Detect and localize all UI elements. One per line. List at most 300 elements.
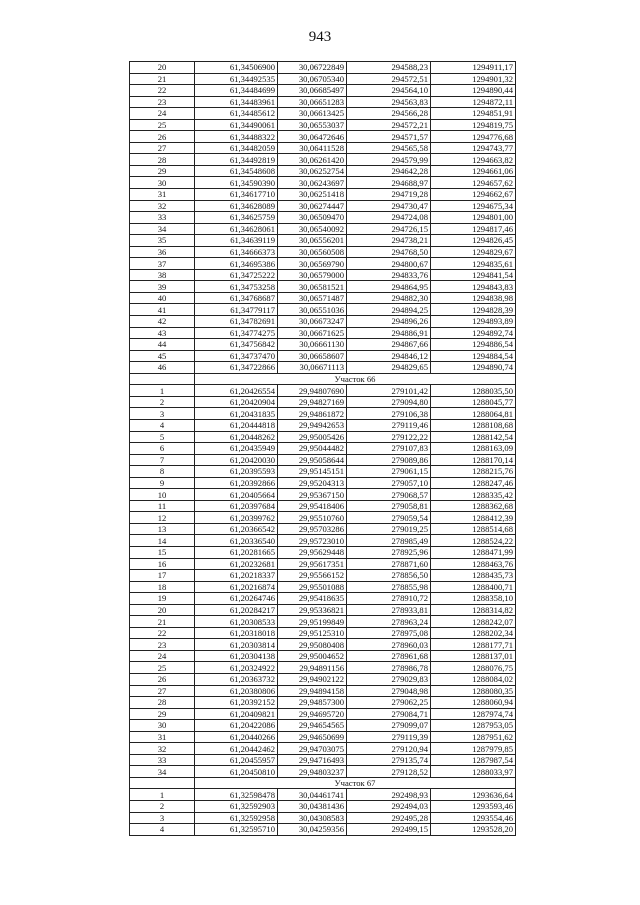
longitude-cell: 29,95418635 [278,593,347,605]
coord-x-cell: 278986,78 [347,662,431,674]
coord-y-cell: 1287987,54 [431,754,516,766]
table-row [130,189,516,201]
table-row [130,489,516,501]
latitude-cell: 61,34490061 [195,119,278,131]
table-row [130,731,516,743]
coord-y-cell: 1288335,42 [431,489,516,501]
coordinates-table-body [130,62,516,836]
longitude-cell: 29,95005426 [278,431,347,443]
point-number-cell: 3 [130,812,195,824]
longitude-cell: 29,94807690 [278,385,347,397]
coord-y-cell: 1288080,35 [431,685,516,697]
coord-x-cell: 278961,68 [347,650,431,662]
coord-x-cell: 279048,98 [347,685,431,697]
latitude-cell: 61,20216874 [195,581,278,593]
coord-y-cell: 1288084,02 [431,673,516,685]
latitude-cell: 61,34639119 [195,235,278,247]
longitude-cell: 30,06571487 [278,292,347,304]
coord-x-cell: 279068,57 [347,489,431,501]
point-number-cell: 7 [130,454,195,466]
table-row [130,662,516,674]
coord-y-cell: 1294776,68 [431,131,516,143]
table-row [130,281,516,293]
table-row [130,177,516,189]
latitude-cell: 61,34548608 [195,165,278,177]
latitude-cell: 61,20324922 [195,662,278,674]
coord-x-cell: 279029,83 [347,673,431,685]
coord-x-cell: 294800,67 [347,258,431,270]
coord-y-cell: 1288076,75 [431,662,516,674]
coord-x-cell: 294571,57 [347,131,431,143]
point-number-cell: 5 [130,431,195,443]
coord-y-cell: 1287953,05 [431,720,516,732]
point-number-cell: 24 [130,108,195,120]
section-title: Участок 66 [195,373,516,385]
coord-y-cell: 1288524,22 [431,535,516,547]
coord-y-cell: 1288163,09 [431,443,516,455]
coord-x-cell: 279107,83 [347,443,431,455]
coord-x-cell: 278925,96 [347,546,431,558]
point-number-cell: 3 [130,408,195,420]
latitude-cell: 61,20380806 [195,685,278,697]
latitude-cell: 61,34625759 [195,212,278,224]
table-row [130,512,516,524]
longitude-cell: 29,95004652 [278,650,347,662]
point-number-cell: 6 [130,443,195,455]
latitude-cell: 61,20444818 [195,419,278,431]
coord-x-cell: 278963,24 [347,616,431,628]
table-row [130,235,516,247]
latitude-cell: 61,34774275 [195,327,278,339]
coord-y-cell: 1288215,76 [431,466,516,478]
point-number-cell: 1 [130,789,195,801]
latitude-cell: 61,20304138 [195,650,278,662]
coord-y-cell: 1294890,74 [431,362,516,374]
coord-x-cell: 294579,99 [347,154,431,166]
point-number-cell: 34 [130,223,195,235]
coord-x-cell: 279119,39 [347,731,431,743]
latitude-cell: 61,20455957 [195,754,278,766]
point-number-cell: 33 [130,754,195,766]
longitude-cell: 30,06472646 [278,131,347,143]
point-number-cell: 34 [130,766,195,778]
longitude-cell: 30,04259356 [278,824,347,836]
coord-y-cell: 1294911,17 [431,62,516,74]
table-row [130,62,516,74]
point-number-cell: 33 [130,212,195,224]
table-row [130,789,516,801]
table-row [130,754,516,766]
latitude-cell: 61,20232681 [195,558,278,570]
coord-x-cell: 294730,47 [347,200,431,212]
coord-y-cell: 1287974,74 [431,708,516,720]
point-number-cell: 2 [130,396,195,408]
section-header-row [130,777,516,789]
coord-y-cell: 1288177,71 [431,639,516,651]
table-row [130,673,516,685]
coord-y-cell: 1294901,32 [431,73,516,85]
longitude-cell: 29,94857300 [278,697,347,709]
table-row [130,581,516,593]
table-row [130,108,516,120]
coord-y-cell: 1288514,68 [431,523,516,535]
coord-y-cell: 1294890,44 [431,85,516,97]
latitude-cell: 61,20420904 [195,396,278,408]
latitude-cell: 61,34666373 [195,246,278,258]
coord-y-cell: 1294828,39 [431,304,516,316]
point-number-cell: 21 [130,73,195,85]
table-row [130,627,516,639]
table-row [130,200,516,212]
point-number-cell: 18 [130,581,195,593]
longitude-cell: 30,06705340 [278,73,347,85]
longitude-cell: 30,06651283 [278,96,347,108]
latitude-cell: 61,20399762 [195,512,278,524]
longitude-cell: 30,06569790 [278,258,347,270]
coord-x-cell: 279089,86 [347,454,431,466]
table-row [130,546,516,558]
table-row [130,650,516,662]
point-number-cell: 30 [130,720,195,732]
longitude-cell: 29,95204313 [278,477,347,489]
point-number-cell: 44 [130,339,195,351]
longitude-cell: 29,95199849 [278,616,347,628]
point-number-cell: 38 [130,269,195,281]
latitude-cell: 61,32592903 [195,801,278,813]
longitude-cell: 30,06243697 [278,177,347,189]
point-number-cell: 24 [130,650,195,662]
coord-y-cell: 1287951,62 [431,731,516,743]
latitude-cell: 61,34506900 [195,62,278,74]
latitude-cell: 61,20284217 [195,604,278,616]
point-number-cell: 30 [130,177,195,189]
coord-x-cell: 294882,30 [347,292,431,304]
longitude-cell: 29,94894158 [278,685,347,697]
coord-x-cell: 294565,58 [347,142,431,154]
latitude-cell: 61,34768687 [195,292,278,304]
coord-x-cell: 294719,28 [347,189,431,201]
coord-x-cell: 279122,22 [347,431,431,443]
latitude-cell: 61,34756842 [195,339,278,351]
table-row [130,385,516,397]
coord-x-cell: 294726,15 [347,223,431,235]
coord-y-cell: 1294743,77 [431,142,516,154]
table-row [130,443,516,455]
coord-x-cell: 294846,12 [347,350,431,362]
longitude-cell: 29,95044482 [278,443,347,455]
longitude-cell: 30,04461741 [278,789,347,801]
point-number-cell: 45 [130,350,195,362]
point-number-cell: 29 [130,165,195,177]
coord-y-cell: 1288435,73 [431,570,516,582]
longitude-cell: 29,95629448 [278,546,347,558]
longitude-cell: 30,06261420 [278,154,347,166]
longitude-cell: 29,94716493 [278,754,347,766]
latitude-cell: 61,20264746 [195,593,278,605]
table-row [130,477,516,489]
coord-y-cell: 1294657,62 [431,177,516,189]
coord-y-cell: 1294841,54 [431,269,516,281]
table-row [130,292,516,304]
point-number-cell: 4 [130,824,195,836]
point-number-cell: 10 [130,489,195,501]
table-row [130,708,516,720]
table-row [130,685,516,697]
point-number-cell: 23 [130,96,195,108]
latitude-cell: 61,34779117 [195,304,278,316]
table-row [130,327,516,339]
longitude-cell: 30,06509470 [278,212,347,224]
table-row [130,408,516,420]
point-number-cell: 22 [130,85,195,97]
latitude-cell: 61,20395593 [195,466,278,478]
coord-x-cell: 278855,98 [347,581,431,593]
point-number-cell: 16 [130,558,195,570]
table-row [130,431,516,443]
table-row [130,316,516,328]
latitude-cell: 61,20405664 [195,489,278,501]
coord-y-cell: 1288035,50 [431,385,516,397]
longitude-cell: 30,04381436 [278,801,347,813]
longitude-cell: 29,95617351 [278,558,347,570]
point-number-cell: 2 [130,801,195,813]
coord-y-cell: 1288170,14 [431,454,516,466]
longitude-cell: 30,06581521 [278,281,347,293]
coord-x-cell: 278933,81 [347,604,431,616]
point-number-cell: 26 [130,131,195,143]
coord-x-cell: 278910,72 [347,593,431,605]
table-row [130,269,516,281]
table-row [130,604,516,616]
coord-x-cell: 292494,03 [347,801,431,813]
table-row [130,500,516,512]
table-row [130,165,516,177]
table-row [130,396,516,408]
coord-y-cell: 1288247,46 [431,477,516,489]
coord-x-cell: 294642,28 [347,165,431,177]
latitude-cell: 61,20392152 [195,697,278,709]
coord-y-cell: 1294662,67 [431,189,516,201]
latitude-cell: 61,20318018 [195,627,278,639]
coord-y-cell: 1293636,64 [431,789,516,801]
point-number-cell: 9 [130,477,195,489]
latitude-cell: 61,20397684 [195,500,278,512]
longitude-cell: 30,06560508 [278,246,347,258]
page-number: 943 [308,29,332,45]
longitude-cell: 29,94703075 [278,743,347,755]
point-number-cell: 20 [130,62,195,74]
table-row [130,246,516,258]
coord-x-cell: 294572,51 [347,73,431,85]
table-row [130,812,516,824]
coord-x-cell: 279062,25 [347,697,431,709]
latitude-cell: 61,34782691 [195,316,278,328]
section-header-spacer [130,777,195,789]
latitude-cell: 61,32595710 [195,824,278,836]
latitude-cell: 61,20422086 [195,720,278,732]
coord-x-cell: 292495,28 [347,812,431,824]
table-row [130,96,516,108]
coord-y-cell: 1294663,82 [431,154,516,166]
section-header-spacer [130,373,195,385]
table-row [130,85,516,97]
table-row [130,535,516,547]
point-number-cell: 28 [130,154,195,166]
point-number-cell: 40 [130,292,195,304]
coord-x-cell: 279057,10 [347,477,431,489]
latitude-cell: 61,20409821 [195,708,278,720]
coord-y-cell: 1294829,67 [431,246,516,258]
table-row [130,419,516,431]
longitude-cell: 30,06551036 [278,304,347,316]
longitude-cell: 29,94803237 [278,766,347,778]
coord-y-cell: 1294872,11 [431,96,516,108]
coord-x-cell: 279094,80 [347,396,431,408]
coord-x-cell: 278975,08 [347,627,431,639]
coord-x-cell: 279061,15 [347,466,431,478]
latitude-cell: 61,34492535 [195,73,278,85]
coord-x-cell: 278985,49 [347,535,431,547]
table-row [130,131,516,143]
table-row [130,743,516,755]
latitude-cell: 61,20420030 [195,454,278,466]
longitude-cell: 29,95145151 [278,466,347,478]
coord-y-cell: 1288463,76 [431,558,516,570]
point-number-cell: 27 [130,142,195,154]
coord-y-cell: 1288471,99 [431,546,516,558]
coord-y-cell: 1288033,97 [431,766,516,778]
point-number-cell: 15 [130,546,195,558]
longitude-cell: 30,06540092 [278,223,347,235]
latitude-cell: 61,32598478 [195,789,278,801]
coord-y-cell: 1288045,77 [431,396,516,408]
point-number-cell: 28 [130,697,195,709]
latitude-cell: 61,34628089 [195,200,278,212]
point-number-cell: 19 [130,593,195,605]
coord-x-cell: 294894,25 [347,304,431,316]
coord-x-cell: 294867,66 [347,339,431,351]
section-header-row [130,373,516,385]
latitude-cell: 61,20392866 [195,477,278,489]
coord-x-cell: 279084,71 [347,708,431,720]
longitude-cell: 29,95566152 [278,570,347,582]
point-number-cell: 25 [130,662,195,674]
latitude-cell: 61,34492819 [195,154,278,166]
point-number-cell: 11 [130,500,195,512]
longitude-cell: 30,06671625 [278,327,347,339]
longitude-cell: 30,06553037 [278,119,347,131]
coord-x-cell: 294572,21 [347,119,431,131]
longitude-cell: 29,95336821 [278,604,347,616]
coord-y-cell: 1288400,71 [431,581,516,593]
coord-x-cell: 279099,07 [347,720,431,732]
point-number-cell: 42 [130,316,195,328]
table-row [130,258,516,270]
latitude-cell: 61,34488322 [195,131,278,143]
latitude-cell: 61,34590390 [195,177,278,189]
section-title: Участок 67 [195,777,516,789]
coord-x-cell: 279059,54 [347,512,431,524]
point-number-cell: 31 [130,731,195,743]
longitude-cell: 30,06722849 [278,62,347,74]
point-number-cell: 22 [130,627,195,639]
coord-x-cell: 294768,50 [347,246,431,258]
latitude-cell: 61,20448262 [195,431,278,443]
latitude-cell: 61,20363732 [195,673,278,685]
coord-y-cell: 1288142,54 [431,431,516,443]
point-number-cell: 1 [130,385,195,397]
longitude-cell: 30,06556201 [278,235,347,247]
longitude-cell: 29,94861872 [278,408,347,420]
point-number-cell: 21 [130,616,195,628]
longitude-cell: 29,95510760 [278,512,347,524]
table-row [130,570,516,582]
coord-y-cell: 1288314,82 [431,604,516,616]
longitude-cell: 30,06274447 [278,200,347,212]
coord-x-cell: 294886,91 [347,327,431,339]
longitude-cell: 30,06411528 [278,142,347,154]
coord-y-cell: 1288358,10 [431,593,516,605]
coord-y-cell: 1294835,61 [431,258,516,270]
coord-y-cell: 1294801,00 [431,212,516,224]
latitude-cell: 61,34482059 [195,142,278,154]
latitude-cell: 61,20308533 [195,616,278,628]
longitude-cell: 29,95058644 [278,454,347,466]
table-row [130,639,516,651]
point-number-cell: 23 [130,639,195,651]
latitude-cell: 61,34722866 [195,362,278,374]
table-row [130,154,516,166]
coordinates-table [129,61,516,836]
table-row [130,466,516,478]
coord-x-cell: 279101,42 [347,385,431,397]
coord-x-cell: 294688,97 [347,177,431,189]
longitude-cell: 29,94891156 [278,662,347,674]
coord-y-cell: 1294838,98 [431,292,516,304]
coord-y-cell: 1288202,34 [431,627,516,639]
table-row [130,593,516,605]
latitude-cell: 61,34753258 [195,281,278,293]
coord-y-cell: 1294892,74 [431,327,516,339]
latitude-cell: 61,20281665 [195,546,278,558]
latitude-cell: 61,20426554 [195,385,278,397]
longitude-cell: 29,94654565 [278,720,347,732]
table-row [130,454,516,466]
point-number-cell: 26 [130,673,195,685]
coord-y-cell: 1294826,45 [431,235,516,247]
coord-y-cell: 1293528,20 [431,824,516,836]
latitude-cell: 61,32592958 [195,812,278,824]
longitude-cell: 29,95703286 [278,523,347,535]
coord-x-cell: 292498,93 [347,789,431,801]
coord-y-cell: 1288108,68 [431,419,516,431]
table-row [130,616,516,628]
point-number-cell: 35 [130,235,195,247]
latitude-cell: 61,34485612 [195,108,278,120]
longitude-cell: 30,06673247 [278,316,347,328]
coord-y-cell: 1288362,68 [431,500,516,512]
coord-x-cell: 279120,94 [347,743,431,755]
coord-x-cell: 294864,95 [347,281,431,293]
longitude-cell: 29,95723010 [278,535,347,547]
latitude-cell: 61,34725222 [195,269,278,281]
point-number-cell: 17 [130,570,195,582]
coord-y-cell: 1288064,81 [431,408,516,420]
latitude-cell: 61,20366542 [195,523,278,535]
latitude-cell: 61,20442462 [195,743,278,755]
longitude-cell: 30,04308583 [278,812,347,824]
table-row [130,212,516,224]
